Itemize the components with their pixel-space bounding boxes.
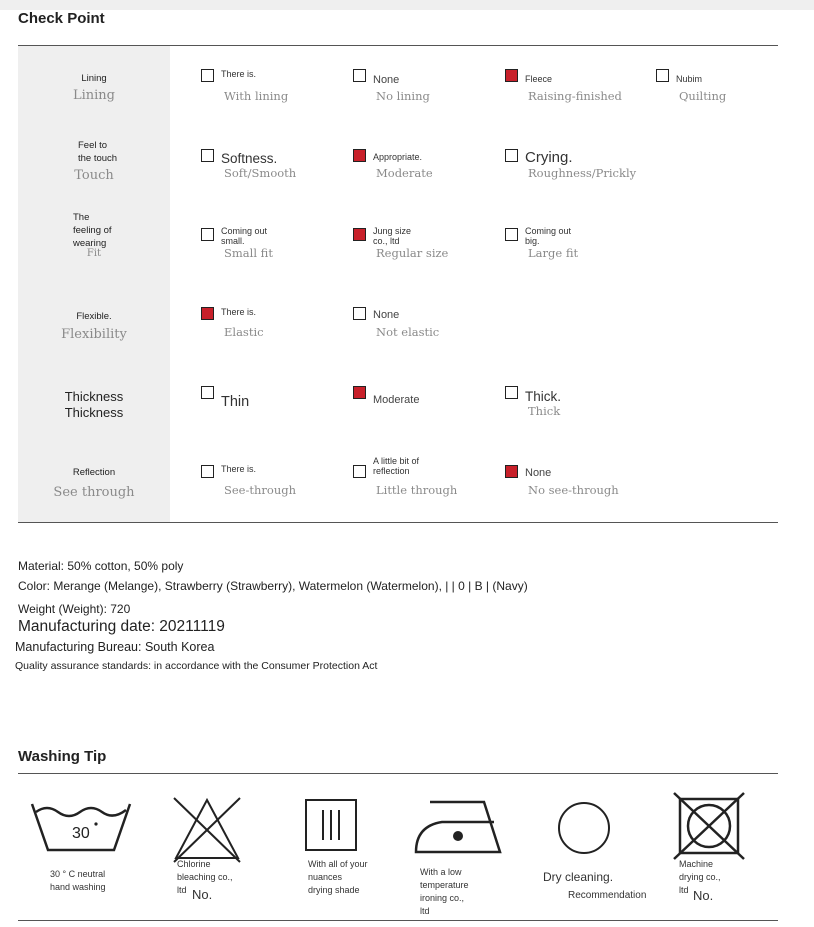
check-point-title: Check Point: [18, 10, 105, 27]
checkbox-checked[interactable]: [201, 307, 214, 320]
divider: [18, 522, 778, 523]
shade-dry-icon: [304, 798, 358, 857]
dry-clean-icon: [556, 800, 612, 861]
washing-tip-title: Washing Tip: [18, 748, 107, 765]
wash-tip-text-6: Machine drying co., ltd: [679, 859, 721, 895]
checkbox-checked[interactable]: [353, 386, 366, 399]
row-label-touch: Feel to the touch Touch: [74, 140, 118, 183]
checkbox-checked[interactable]: [353, 228, 366, 241]
row-label-fit: The feeling of wearing Fit: [73, 212, 112, 259]
checkbox[interactable]: [656, 69, 669, 82]
top-bar: [0, 0, 814, 10]
checkbox-checked[interactable]: [505, 465, 518, 478]
divider: [18, 920, 778, 921]
wash-tip-text-5: Dry cleaning.: [543, 870, 614, 884]
checkbox-checked[interactable]: [353, 149, 366, 162]
label-column: [18, 46, 170, 522]
wash-tip-text-2: Chlorine bleaching co., ltd: [177, 859, 233, 895]
checkbox-checked[interactable]: [505, 69, 518, 82]
weight-text: Weight (Weight): 720: [18, 602, 131, 616]
checkbox[interactable]: [201, 386, 214, 399]
wash-tip-extra-6: No.: [693, 888, 714, 903]
quality-standard-text: Quality assurance standards: in accordance with the Consumer Protection Act: [15, 660, 378, 672]
checkbox[interactable]: [505, 228, 518, 241]
row-label-lining: Lining Lining: [72, 73, 115, 103]
wash-tip-text-1: 30 ° C neutral hand washing: [50, 869, 106, 892]
manufacturing-date-text: Manufacturing date: 20211119: [18, 618, 225, 635]
checkbox[interactable]: [201, 465, 214, 478]
manufacturing-bureau-text: Manufacturing Bureau: South Korea: [15, 640, 215, 654]
row-label-see-through: Reflection See through: [53, 467, 135, 500]
wash-tip-text-4: With a low temperature ironing co., ltd: [420, 867, 469, 916]
wash-tip-extra-2: No.: [192, 887, 213, 902]
row-label-flexibility: Flexible. Flexibility: [61, 311, 127, 342]
row-label-thickness: Thickness Thickness: [64, 389, 124, 420]
divider: [18, 773, 778, 774]
checkbox[interactable]: [201, 69, 214, 82]
color-text: Color: Merange (Melange), Strawberry (Strawberry), Watermelon (Watermelon), | | 0 | B | (Navy): [18, 579, 528, 593]
no-tumble-dry-icon: [672, 791, 746, 866]
iron-icon: [412, 798, 504, 861]
material-text: Material: 50% cotton, 50% poly: [18, 559, 184, 573]
checkbox[interactable]: [201, 149, 214, 162]
checkbox[interactable]: [353, 69, 366, 82]
wash-temperature: 30: [72, 825, 90, 842]
checkbox[interactable]: [353, 465, 366, 478]
checkbox[interactable]: [505, 149, 518, 162]
checkbox[interactable]: [353, 307, 366, 320]
checkbox[interactable]: [201, 228, 214, 241]
wash-tip-extra-5: Recommendation: [568, 890, 647, 901]
checkbox[interactable]: [505, 386, 518, 399]
wash-tip-text-3: With all of your nuances drying shade: [308, 859, 368, 895]
wash-tub-icon: [30, 798, 132, 859]
